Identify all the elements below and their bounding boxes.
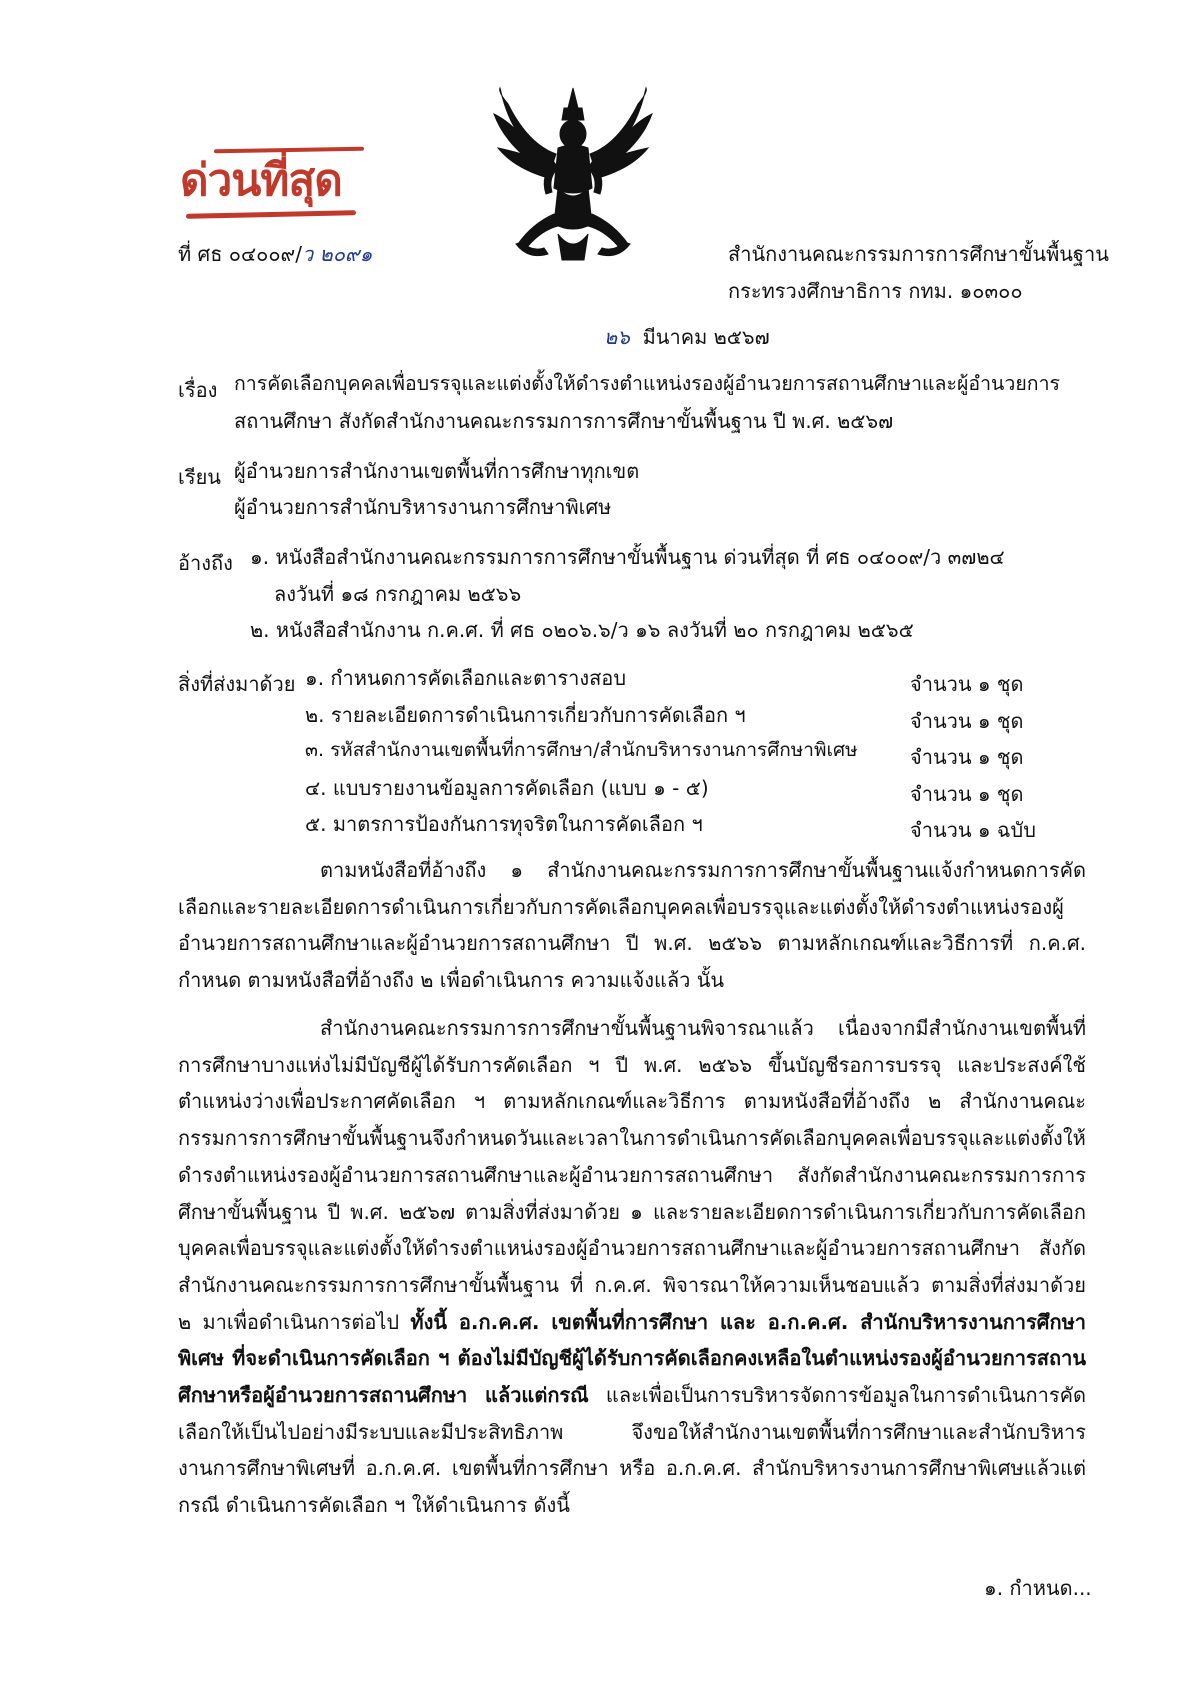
recipient-line-1: ผู้อำนวยการสำนักงานเขตพื้นที่การศึกษาทุกเขต [234,459,640,483]
enclosure-qty-5: จำนวน ๑ ฉบับ [910,818,1036,842]
enclosure-qty-2: จำนวน ๑ ชุด [910,709,1024,733]
document-date [604,327,770,347]
enclosure-qty-1: จำนวน ๑ ชุด [910,672,1024,696]
body-paragraph-2-bold-text: ทั้งนี้ อ.ก.ค.ศ. เขตพื้นที่การศึกษา และ อ.ก.ค.ศ. สำนักบริหารงานการศึกษาพิเศษ ที่จะดำเนินการคัดเลือก ฯ ต้องไม่มีบัญชีผู้ได้รับการคัดเลือกคงเหลือในตำแหน่งรองผู้อำนวยการสถานศึกษาหรือผู้อำนวยการสถานศึกษา แล้วแต่กรณี [178,1309,1086,1408]
document-number [178,244,372,264]
garuda-emblem-icon [488,84,658,266]
salutation-label: เรียน [178,465,221,489]
body-paragraph-1-text: ตามหนังสือที่อ้างถึง ๑ สำนักงานคณะกรรมการการศึกษาขั้นพื้นฐานแจ้งกำหนดการคัดเลือกและรายละเอียดการดำเนินการเกี่ยวกับการคัดเลือกบุคคลเพื่อบรรจุและแต่งตั้งให้ดำรงตำแหน่งรองผู้อำนวยการสถานศึกษาและผู้อำนวยการสถานศึกษา ปี พ.ศ. ๒๕๖๖ ตามหลักเกณฑ์และวิธีการที่ ก.ค.ศ. กำหนด ตามหนังสือที่อ้างถึง ๒ เพื่อดำเนินการ ความแจ้งแล้ว นั้น [178,858,1086,993]
organization-address: กระทรวงศึกษาธิการ กทม. ๑๐๓๐๐ [728,279,1023,303]
subject-label: เรื่อง [178,378,218,402]
issuing-organization: สำนักงานคณะกรรมการการศึกษาขั้นพื้นฐาน [728,242,1109,266]
reference-1-line-2: ลงวันที่ ๑๘ กรกฎาคม ๒๕๖๖ [274,582,522,606]
date-day-handwritten: ๒๖ [604,325,630,349]
references-label: อ้างถึง [178,551,233,575]
enclosure-qty-4: จำนวน ๑ ชุด [910,782,1024,806]
enclosure-item-5: ๕. มาตรการป้องกันการทุจริตในการคัดเลือก ฯ [305,812,703,836]
document-number-label: ที่ ศธ ๐๔๐๐๙/ [178,242,302,266]
page-continuation: ๑. กำหนด... [984,1576,1092,1600]
reference-2: ๒. หนังสือสำนักงาน ก.ค.ศ. ที่ ศธ ๐๒๐๖.๖/ว ๑๖ ลงวันที่ ๒๐ กรกฎาคม ๒๕๖๕ [250,618,914,642]
body-paragraph-1 [178,852,1086,999]
urgency-stamp: ด่วนที่สุด [180,155,342,206]
body-paragraph-2-text-c: และเพื่อเป็นการบริหารจัดการข้อมูลในการดำเนินการคัดเลือกให้เป็นไปอย่างมีระบบและมีประสิทธิภาพ จึงขอให้สำนักงานเขตพื้นที่การศึกษาและสำนักบริหารงานการศึกษาพิเศษที่ อ.ก.ค.ศ. เขตพื้นที่การศึกษา หรือ อ.ก.ค.ศ. สำนักบริหารงานการศึกษาพิเศษแล้วแต่กรณี ดำเนินการคัดเลือก ฯ ให้ดำเนินการ ดังนี้ [178,1383,1086,1518]
subject-line-2: สถานศึกษา สังกัดสำนักงานคณะกรรมการการศึกษาขั้นพื้นฐาน ปี พ.ศ. ๒๕๖๗ [234,409,894,433]
enclosure-qty-3: จำนวน ๑ ชุด [910,745,1024,769]
subject-line-1: การคัดเลือกบุคคลเพื่อบรรจุและแต่งตั้งให้ดำรงตำแหน่งรองผู้อำนวยการสถานศึกษาและผู้อำนวยการ [234,372,1060,395]
body-paragraph-2 [178,1010,1086,1524]
document-number-handwritten: ว ๒๐๙๑ [301,242,373,266]
enclosure-item-4: ๔. แบบรายงานข้อมูลการคัดเลือก (แบบ ๑ - ๕) [305,776,709,800]
enclosure-item-1: ๑. กำหนดการคัดเลือกและตารางสอบ [305,666,627,690]
body-paragraph-2-text-a: สำนักงานคณะกรรมการการศึกษาขั้นพื้นฐานพิจารณาแล้ว เนื่องจากมีสำนักงานเขตพื้นที่การศึกษาบางแห่งไม่มีบัญชีผู้ได้รับการคัดเลือก ฯ ปี พ.ศ. ๒๕๖๖ ขึ้นบัญชีรอการบรรจุ และประสงค์ใช้ตำแหน่งว่างเพื่อประกาศคัดเลือก ฯ ตามหลักเกณฑ์และวิธีการ ตามหนังสือที่อ้างถึง ๒ สำนักงานคณะกรรมการการศึกษาขั้นพื้นฐานจึงกำหนดวันและเวลาในการดำเนินการคัดเลือกบุคคลเพื่อบรรจุและแต่งตั้งให้ดำรงตำแหน่งรองผู้อำนวยการสถานศึกษาและผู้อำนวยการสถานศึกษา สังกัดสำนักงานคณะกรรมการการศึกษาขั้นพื้นฐาน ปี พ.ศ. ๒๕๖๗ ตามสิ่งที่ส่งมาด้วย ๑ และรายละเอียดการดำเนินการเกี่ยวกับการคัดเลือกบุคคลเพื่อบรรจุและแต่งตั้งให้ดำรงตำแหน่งรองผู้อำนวยการสถานศึกษาและผู้อำนวยการสถานศึกษา สังกัดสำนักงานคณะกรรมการการศึกษาขั้นพื้นฐาน ที่ ก.ค.ศ. พิจารณาให้ความเห็นชอบแล้ว ตามสิ่งที่ส่งมาด้วย ๒ มาเพื่อดำเนินการต่อไป [178,1016,1086,1334]
enclosure-item-3: ๓. รหัสสำนักงานเขตพื้นที่การศึกษา/สำนักบริหารงานการศึกษาพิเศษ [305,739,858,761]
enclosure-item-2: ๒. รายละเอียดการดำเนินการเกี่ยวกับการคัดเลือก ฯ [305,703,746,727]
recipient-line-2: ผู้อำนวยการสำนักบริหารงานการศึกษาพิเศษ [234,495,612,519]
reference-1-line-1: ๑. หนังสือสำนักงานคณะกรรมการการศึกษาขั้นพื้นฐาน ด่วนที่สุด ที่ ศธ ๐๔๐๐๙/ว ๓๗๒๔ [250,545,1005,569]
date-month-year: มีนาคม ๒๕๖๗ [642,325,770,349]
enclosures-label: สิ่งที่ส่งมาด้วย [178,672,296,696]
